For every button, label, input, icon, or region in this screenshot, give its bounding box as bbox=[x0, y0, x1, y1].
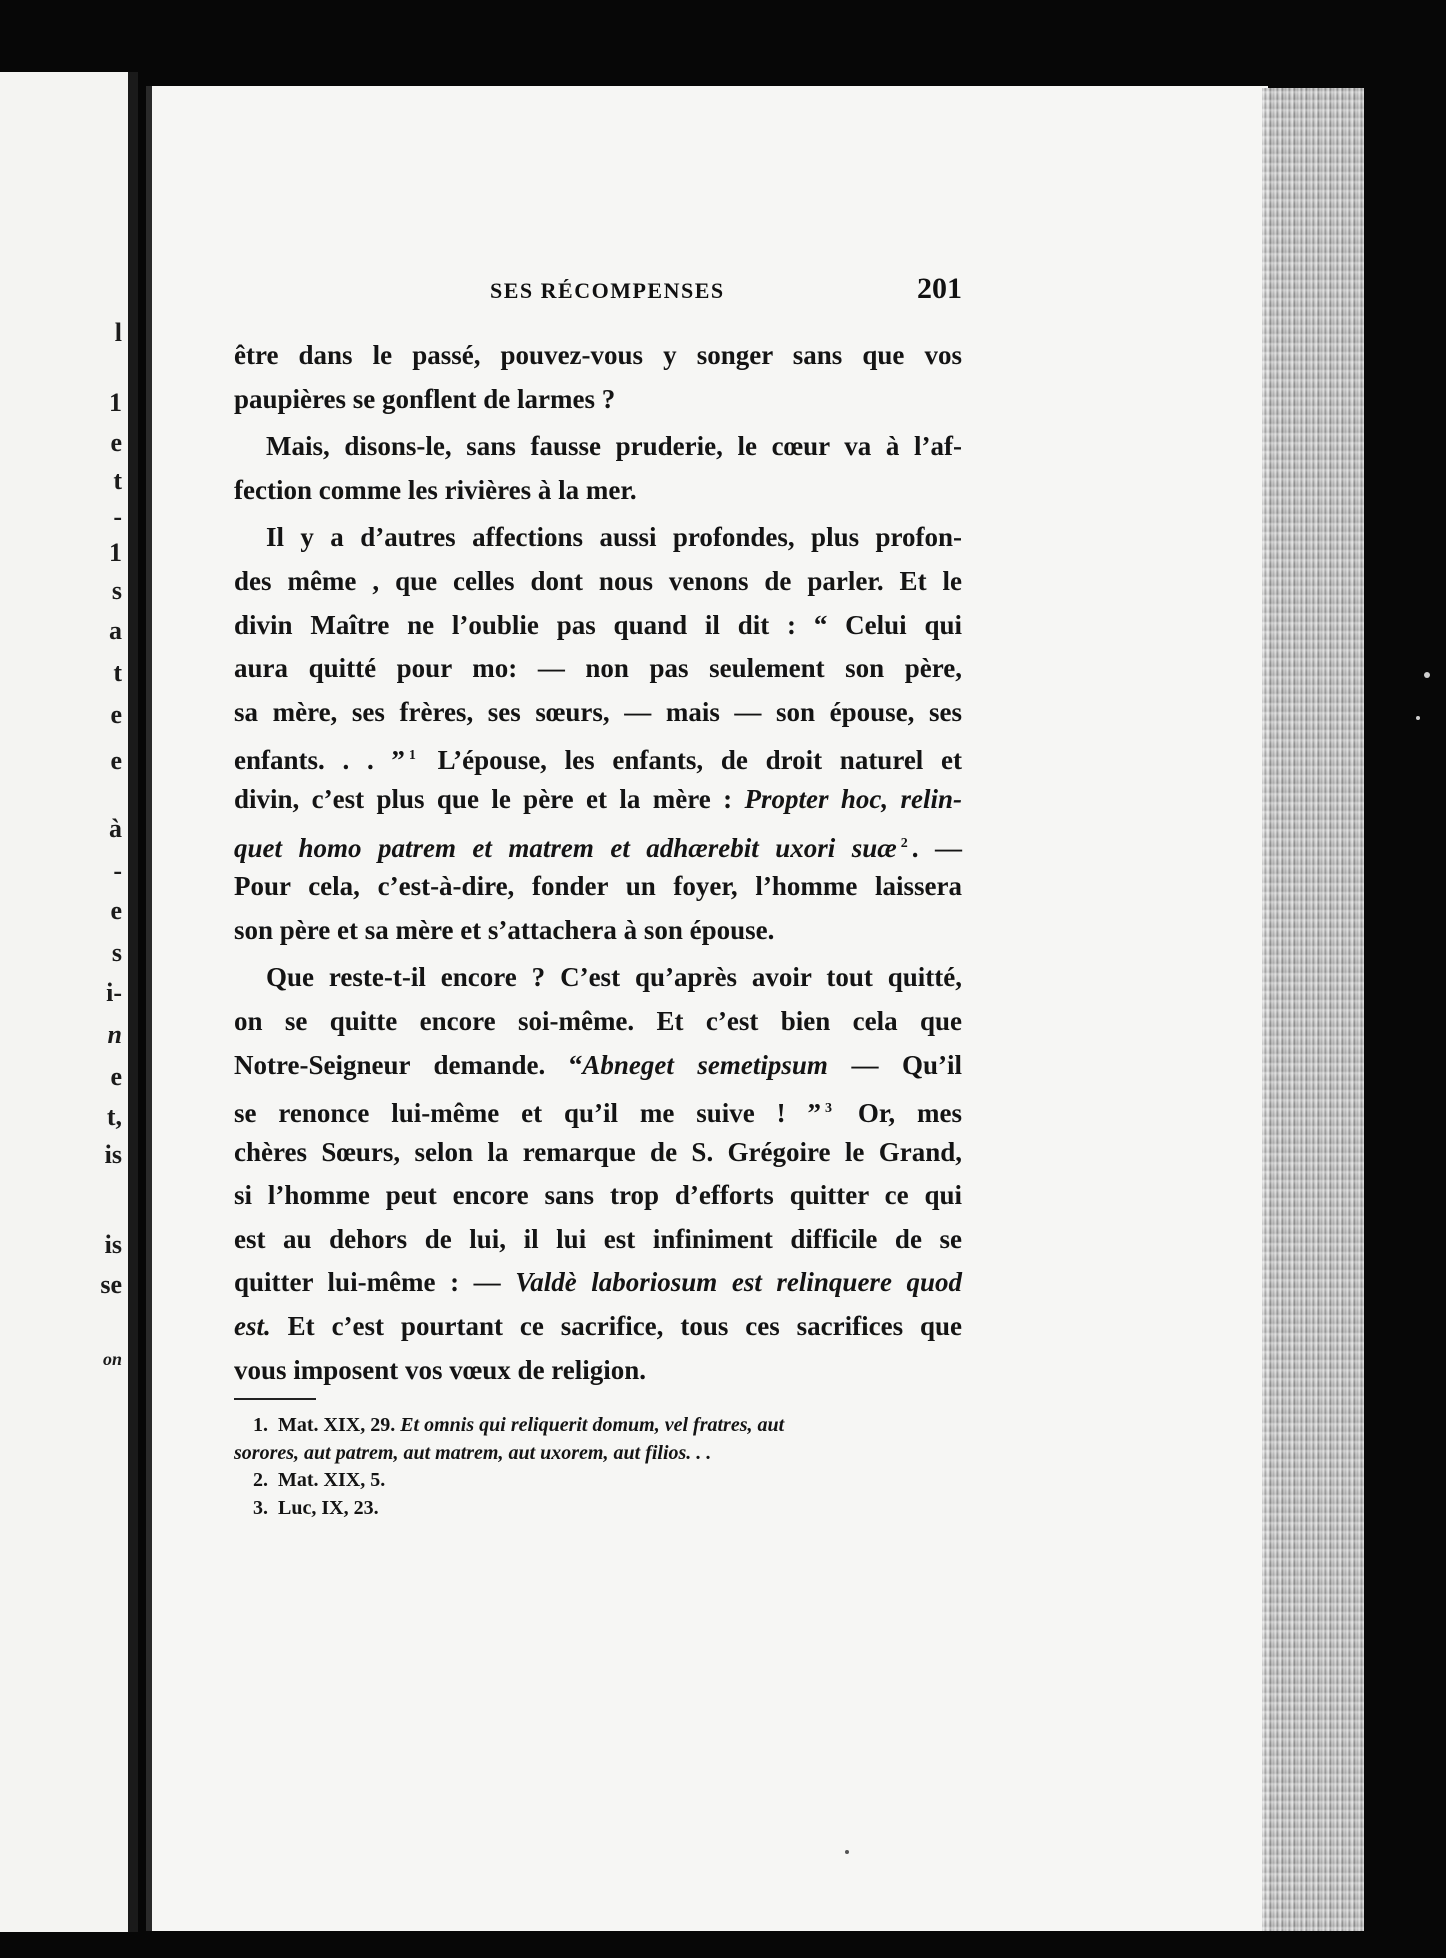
text-line bbox=[234, 778, 962, 822]
footnote-rule bbox=[234, 1398, 316, 1400]
latin-quote: Propter hoc, relin- bbox=[744, 783, 962, 814]
footnotes bbox=[234, 1412, 962, 1522]
text-line: Pour cela, c’est-à-dire, fonder un foyer, l’homme laissera bbox=[234, 871, 962, 902]
left-margin-fragment: e bbox=[110, 428, 122, 457]
scan-speck bbox=[845, 1850, 849, 1854]
latin-quote: Valdè laboriosum est relinquere quod bbox=[515, 1267, 962, 1298]
text-line: on se quitte encore soi-même. Et c’est bien cela que bbox=[234, 1005, 962, 1036]
left-margin-fragment: 1 bbox=[109, 538, 122, 567]
text-segment: L’épouse, les enfants, de droit naturel et bbox=[437, 745, 962, 776]
text-segment: se renonce lui-même et qu’il me suive ! ” bbox=[234, 1098, 821, 1129]
text-line: fection comme les rivières à la mer. bbox=[234, 474, 637, 505]
footnote-number: 1. bbox=[253, 1414, 268, 1436]
left-margin-fragment: is bbox=[104, 1230, 122, 1259]
left-margin-fragment: e bbox=[110, 1062, 122, 1091]
page-number: 201 bbox=[917, 272, 962, 305]
left-margin-fragment: s bbox=[111, 576, 122, 605]
left-margin-fragment: e bbox=[110, 700, 122, 729]
footnote-latin: Et omnis qui reliquerit domum, vel fratres, aut bbox=[400, 1414, 785, 1436]
left-margin-fragment: t bbox=[113, 658, 122, 687]
text-segment: quitter lui-même : — bbox=[234, 1267, 516, 1298]
text-line: chères Sœurs, selon la remarque de S. Grégoire le Grand, bbox=[234, 1136, 962, 1167]
text-line: Que reste-t-il encore ? C’est qu’après avoir tout quitté, bbox=[266, 962, 962, 993]
body-text bbox=[234, 334, 962, 1392]
left-margin-fragment: is bbox=[104, 1140, 122, 1169]
scan-speck bbox=[1416, 716, 1420, 720]
left-margin-fragment: - bbox=[113, 856, 122, 885]
left-facing-page bbox=[0, 72, 138, 1932]
running-head: SES RÉCOMPENSES bbox=[490, 278, 725, 303]
footnote-2 bbox=[234, 1467, 962, 1495]
text-segment: Et c’est pourtant ce sacrifice, tous ces sacrifices que bbox=[270, 1311, 962, 1342]
left-margin-fragment: on bbox=[102, 1349, 122, 1369]
text-line: aura quitté pour mo: — non pas seulement son père, bbox=[234, 653, 962, 684]
text-line bbox=[234, 734, 962, 778]
text-line: sa mère, ses frères, ses sœurs, — mais — son épouse, ses bbox=[234, 696, 962, 727]
left-margin-fragment: à bbox=[109, 814, 122, 843]
left-margin-fragment: 1 bbox=[109, 388, 122, 417]
text-line: des même , que celles dont nous venons de parler. Et le bbox=[234, 565, 962, 596]
left-margin-fragment: e bbox=[110, 896, 122, 925]
text-segment: — Qu’il bbox=[827, 1049, 963, 1080]
text-segment: divin, c’est plus que le père et la mère : bbox=[234, 783, 745, 814]
footnote-citation: Mat. XIX, 5. bbox=[278, 1469, 386, 1491]
left-margin-fragment: i- bbox=[106, 978, 122, 1007]
text-line bbox=[234, 822, 962, 866]
text-line: son père et sa mère et s’attachera à son épouse. bbox=[234, 914, 775, 945]
text-line: Il y a d’autres affections aussi profondes, plus profon- bbox=[266, 522, 962, 553]
text-line: Mais, disons-le, sans fausse pruderie, le cœur va à l’af- bbox=[266, 431, 962, 462]
left-margin-fragment: se bbox=[100, 1270, 122, 1299]
text-line: paupières se gonflent de larmes ? bbox=[234, 383, 616, 414]
footnote-reference: 2 bbox=[900, 835, 908, 851]
text-line: divin Maître ne l’oublie pas quand il dit : “ Celui qui bbox=[234, 609, 962, 640]
page-edges-texture bbox=[1262, 88, 1364, 1931]
footnote-reference: 3 bbox=[824, 1101, 832, 1117]
text-segment: . — bbox=[911, 832, 962, 863]
latin-quote: est. bbox=[234, 1311, 271, 1342]
footnote-3 bbox=[234, 1495, 962, 1523]
left-margin-fragment: s bbox=[111, 938, 122, 967]
footnote-number: 2. bbox=[253, 1469, 268, 1491]
text-line: est au dehors de lui, il lui est infiniment difficile de se bbox=[234, 1223, 962, 1254]
text-line: être dans le passé, pouvez-vous y songer sans que vos bbox=[234, 340, 962, 370]
left-margin-fragment: l bbox=[114, 318, 122, 347]
left-margin-fragment: e bbox=[110, 746, 122, 775]
footnote-citation: Luc, IX, 23. bbox=[278, 1496, 379, 1519]
text-line: si l’homme peut encore sans trop d’efforts quitter ce qui bbox=[234, 1180, 962, 1211]
footnote-reference: 1 bbox=[408, 748, 416, 764]
latin-quote: quet homo patrem et matrem et adhærebit uxori suæ bbox=[234, 832, 897, 863]
text-segment: Or, mes bbox=[835, 1098, 962, 1129]
text-line bbox=[234, 1305, 962, 1349]
text-line: vous imposent vos vœux de religion. bbox=[234, 1354, 647, 1385]
left-margin-fragment: t, bbox=[106, 1102, 122, 1131]
text-segment: Notre-Seigneur demande. “ bbox=[234, 1049, 583, 1080]
footnote-number: 3. bbox=[253, 1496, 268, 1519]
scan-speck bbox=[1424, 672, 1430, 678]
text-line bbox=[234, 1044, 962, 1088]
footnote-1 bbox=[234, 1412, 962, 1440]
text-segment: enfants. . . ” bbox=[234, 745, 405, 776]
text-line bbox=[234, 1087, 962, 1131]
text-line bbox=[234, 1261, 962, 1305]
left-margin-fragment: a bbox=[109, 616, 122, 645]
footnote-citation: Mat. XIX, 29. bbox=[278, 1414, 401, 1436]
left-margin-fragment: t bbox=[113, 466, 122, 495]
footnote-1-continuation: sorores, aut patrem, aut matrem, aut uxorem, aut filios. . . bbox=[234, 1441, 712, 1464]
left-margin-fragment: - bbox=[113, 502, 122, 531]
latin-quote: Abneget semetipsum bbox=[582, 1049, 828, 1080]
left-margin-fragment: n bbox=[107, 1020, 122, 1049]
